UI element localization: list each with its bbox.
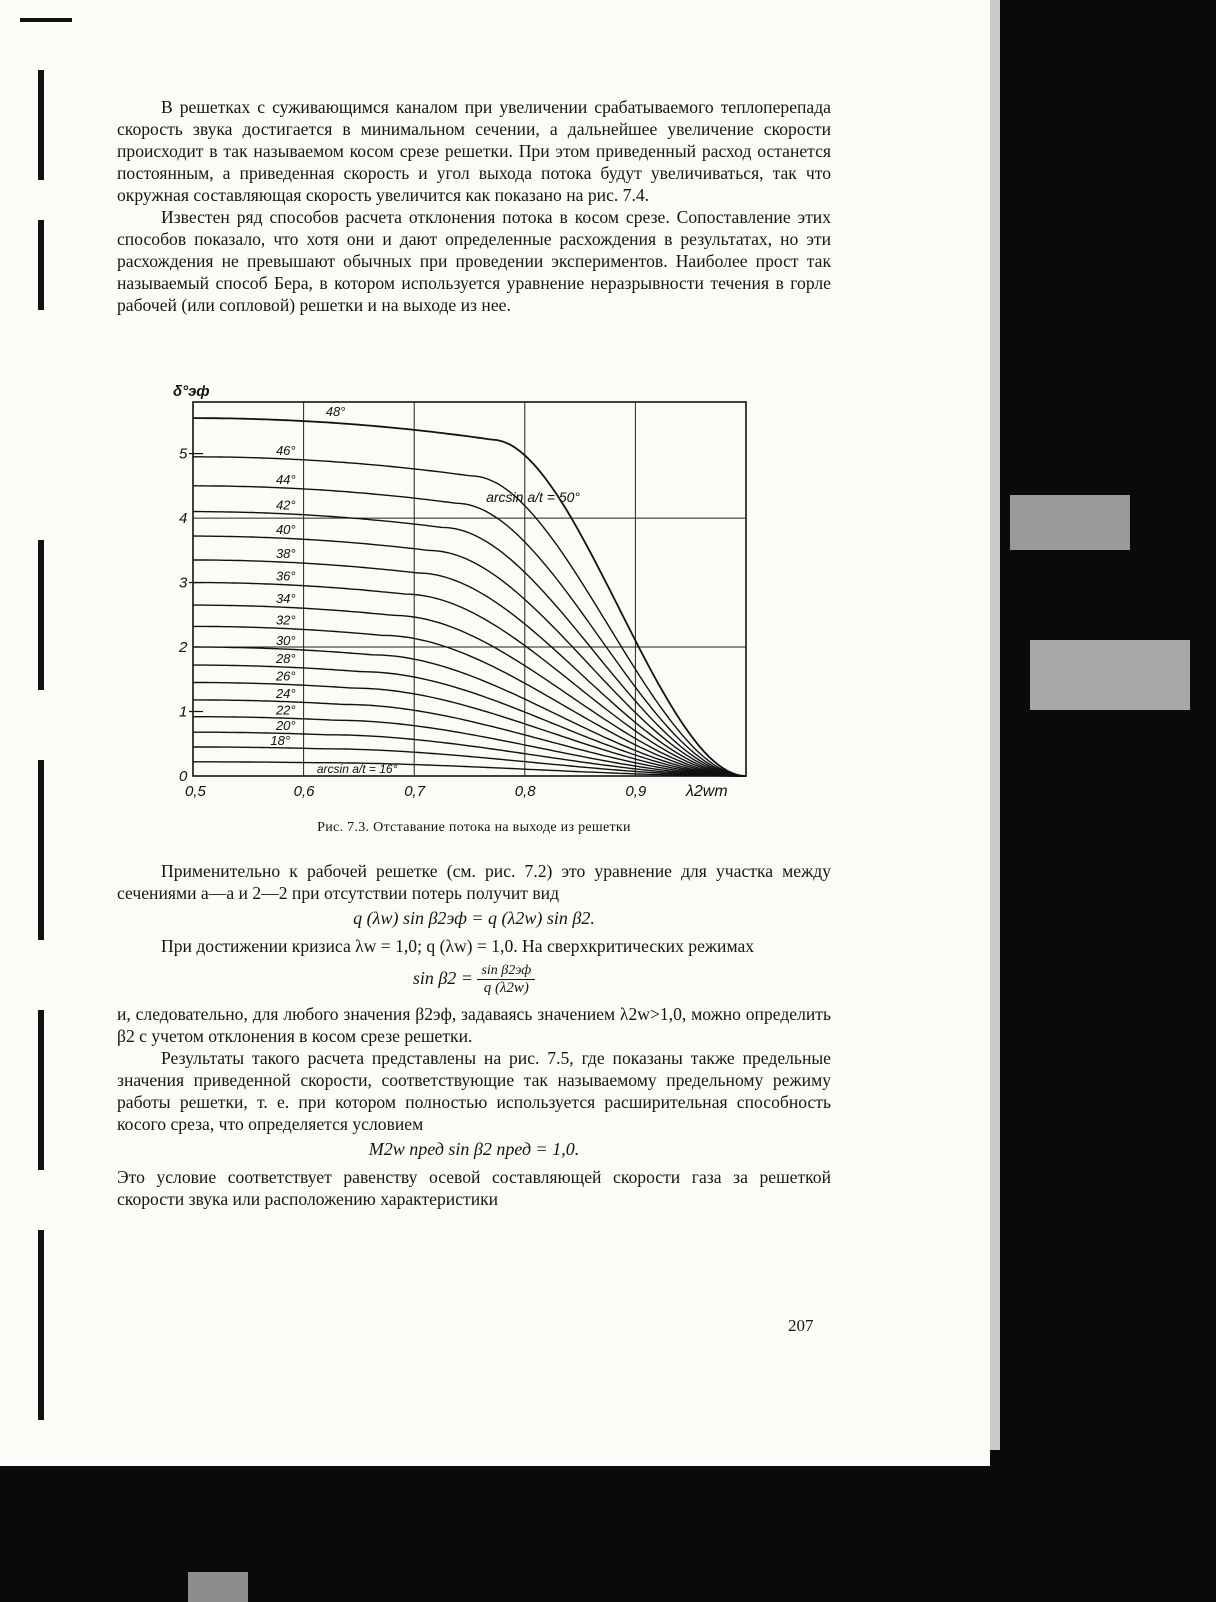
scan-left-edge	[38, 540, 44, 690]
chart	[168, 378, 768, 808]
figure-caption: Рис. 7.3. Отставание потока на выходе из решетки	[317, 820, 631, 835]
scan-left-edge	[38, 220, 44, 310]
fraction-numerator: sin β2эф	[477, 963, 535, 980]
paragraph: Известен ряд способов расчета отклонения потока в косом срезе. Сопоставление этих способов показало, что хотя они и дают определенные расхождения в результатах, но эти расхождения не превышают обычных при проведении экспериментов. Наиболее прост так называемый способ Бера, в котором используется уравнение неразрывности течения в горле рабочей (или сопловой) решетки и на выходе из нее.	[117, 207, 831, 315]
series-label: 38°	[275, 545, 296, 561]
y-axis-label: δ°эф	[173, 383, 210, 400]
paragraph: В решетках с суживающимся каналом при увеличении срабатываемого теплоперепада скорость звука достигается в минимальном сечении, а дальнейшее увеличение скорости происходит в так называемом косом срезе решетки. При этом приведенный расход останется постоянным, а приведенная скорость и угол выхода потока будут увеличиваться, так что окружная составляющая скорость увеличится как показано на рис. 7.4.	[117, 97, 831, 205]
scan-shadow-right	[990, 0, 1216, 1602]
scan-left-edge	[38, 760, 44, 940]
fraction-denominator: q (λ2w)	[483, 980, 529, 996]
scan-noise-block	[1030, 640, 1190, 710]
scan-mark	[20, 18, 72, 22]
formula: M2w пред sin β2 пред = 1,0.	[368, 1139, 580, 1159]
series-label: 36°	[275, 568, 296, 584]
paragraph: При достижении кризиса λw = 1,0; q (λw) = 1,0. На сверхкритических режимах	[161, 936, 755, 956]
x-axis-label: λ2wт	[686, 783, 728, 800]
paragraph: и, следовательно, для любого значения β2эф, задаваясь значением λ2w>1,0, можно определить β2 с учетом отклонения в косом срезе решетки.	[117, 1004, 831, 1046]
x-tick-label: 0,6	[293, 783, 315, 800]
series-label: 40°	[275, 522, 296, 538]
series-label: 32°	[275, 612, 296, 628]
formula-lhs: sin β2 =	[412, 968, 473, 989]
series-label: 28°	[275, 651, 296, 667]
scan-left-edge	[38, 70, 44, 180]
x-tick-label: 0,8	[514, 783, 536, 800]
scan-shadow-bottom	[0, 1466, 1216, 1602]
figure-7-3	[168, 378, 768, 808]
series-label: 18°	[270, 732, 291, 748]
scan-noise-block	[1010, 495, 1130, 550]
text-column-top	[117, 96, 831, 316]
paragraph: Это условие соответствует равенству осевой составляющей скорости газа за решеткой скорости звука или расположению характеристики	[117, 1167, 831, 1209]
series-label: 42°	[275, 497, 296, 513]
scan-left-edge	[38, 1010, 44, 1170]
text-column-bottom	[117, 860, 831, 1210]
series-label: 30°	[275, 633, 296, 649]
series-label: 48°	[325, 404, 346, 420]
annotation-bottom: arcsin a/t = 16°	[316, 761, 398, 776]
annotation-top: arcsin a/t = 50°	[486, 488, 581, 505]
scan-left-edge	[38, 1230, 44, 1420]
scan-noise-block	[188, 1572, 248, 1602]
fraction	[477, 963, 535, 997]
page-number: 207	[788, 1316, 814, 1335]
x-tick-label: 0,7	[404, 783, 426, 800]
y-tick-label: 3	[179, 574, 188, 592]
series-label: 22°	[275, 702, 296, 718]
formula-fraction	[117, 963, 831, 997]
paragraph: Результаты такого расчета представлены на рис. 7.5, где показаны также предельные значения приведенной скорости, соответствующие так называемому предельному режиму работы решетки, т. е. при котором полностью используется расширительная способность косого среза, что определяется условием	[117, 1048, 831, 1134]
y-tick-label: 0	[179, 768, 188, 785]
y-tick-label: 1	[179, 703, 188, 721]
series-label: 20°	[275, 718, 296, 734]
x-tick-label: 0,5	[185, 783, 206, 800]
series-label: 26°	[275, 668, 296, 684]
paragraph: Применительно к рабочей решетке (см. рис. 7.2) это уравнение для участка между сечениями a—a и 2—2 при отсутствии потерь получит вид	[117, 861, 831, 903]
series-label: 46°	[275, 442, 296, 458]
y-tick-label: 5	[179, 445, 188, 463]
series-label: 44°	[275, 471, 296, 487]
formula: q (λw) sin β2эф = q (λ2w) sin β2.	[353, 908, 595, 928]
scan-edge-highlight	[990, 0, 1000, 1450]
y-tick-label: 2	[179, 639, 188, 657]
series-label: 24°	[275, 685, 296, 701]
series-label: 34°	[275, 591, 296, 607]
x-tick-label: 0,9	[625, 783, 647, 800]
y-tick-label: 4	[179, 510, 188, 528]
